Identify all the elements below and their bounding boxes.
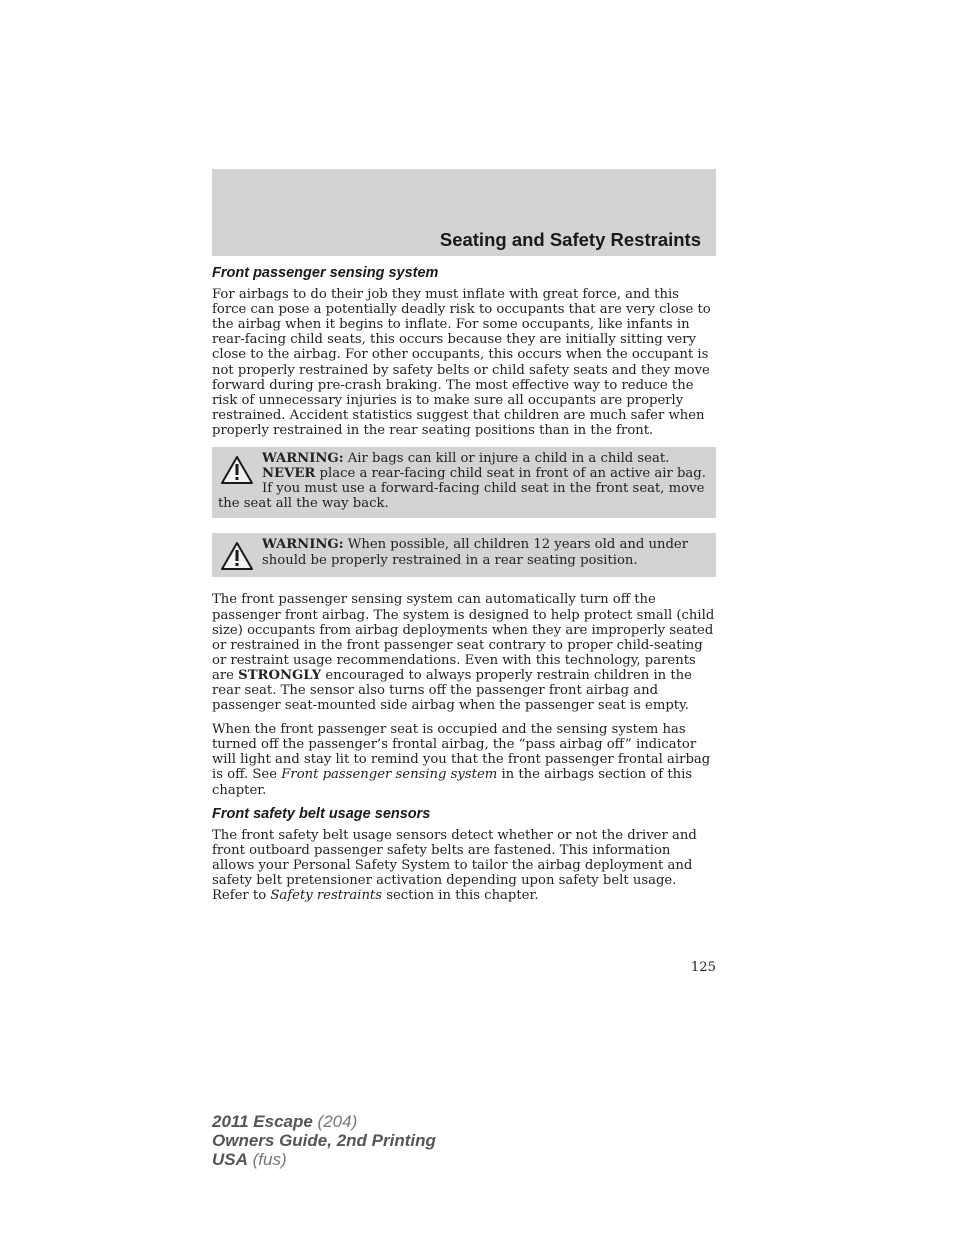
footer-region: USA	[212, 1150, 248, 1169]
warning-box-child-seat	[212, 447, 716, 518]
footer-region-code: (fus)	[247, 1150, 287, 1169]
warning-text-part: place a rear-facing child seat in front of an active air bag. If you must use a forward-facing child seat in the front seat, move the seat all the way back.	[218, 466, 706, 512]
warning-triangle-icon	[220, 541, 254, 571]
warning-label: WARNING:	[262, 537, 344, 553]
warning-triangle-icon	[220, 455, 254, 485]
section-heading-belt-sensors: Front safety belt usage sensors	[212, 805, 431, 822]
text-part: section in this chapter.	[382, 888, 539, 904]
paragraph-system-description	[212, 592, 716, 713]
page-content	[212, 266, 716, 912]
text-part: When the front passenger seat is occupied and the sensing system has turned off the passenger’s frontal airbag, the “pass airbag off” indicator will light and stay lit to remind you that the front passenger frontal airbag is off. See	[212, 722, 711, 783]
paragraph-indicator	[212, 722, 716, 797]
warning-box-children-rear	[212, 533, 716, 577]
cross-reference: Safety restraints	[270, 888, 383, 904]
section-heading-passenger-sensing: Front passenger sensing system	[212, 265, 439, 281]
chapter-header	[212, 169, 716, 256]
warning-text-part: When possible, all children 12 years old and under should be properly restrained in a rear seating position.	[262, 537, 688, 568]
footer-line-model	[212, 1112, 436, 1131]
paragraph-intro: For airbags to do their job they must inflate with great force, and this force can pose a potentially deadly risk to occupants that are very close to the airbag when it begins to inflate. For some occupants, like infants in rear-facing child seats, this occurs because they are initially sitting very close to the airbag. For other occupants, this occurs when the occupant is not properly restrained by safety belts or child safety seats and they move forward during pre-crash braking. The most effective way to reduce the risk of unnecessary injuries is to make sure all occupants are properly restrained. Accident statistics suggest that children are much safer when properly restrained in the rear seating positions than in the front.	[212, 287, 711, 438]
page-number: 125	[690, 960, 716, 975]
warning-text-child-seat	[218, 451, 706, 511]
footer-model-code: (204)	[312, 1112, 358, 1131]
cross-reference: Front passenger sensing system	[281, 767, 498, 783]
footer-model: 2011 Escape	[212, 1112, 313, 1131]
warning-label: WARNING:	[262, 451, 344, 467]
footer-line-guide: Owners Guide, 2nd Printing	[212, 1131, 436, 1150]
never-emphasis: NEVER	[262, 466, 316, 482]
warning-text-part: Air bags can kill or injure a child in a child seat.	[343, 451, 670, 467]
footer-edition-info	[212, 1112, 436, 1169]
text-part: The front passenger sensing system can automatically turn off the passenger front airbag. The system is designed to help protect small (child size) occupants from airbag deployments when they are improperly seated or restrained in the front passenger seat contrary to proper child-seating or restraint usage recommendations. Even with this technology, parents are	[212, 592, 715, 683]
text-part: encouraged to always properly restrain children in the rear seat. The sensor also turns off the passenger front airbag and passenger seat-mounted side airbag when the passenger seat is empty.	[212, 667, 692, 714]
chapter-title: Seating and Safety Restraints	[439, 229, 701, 250]
paragraph-belt-sensors	[212, 828, 716, 903]
warning-text-children-rear	[218, 537, 706, 567]
text-part: The front safety belt usage sensors detect whether or not the driver and front outboard passenger safety belts are fastened. This information allows your Personal Safety System to tailor the airbag deployment and safety belt pretensioner activation depending upon safety belt usage. Refer to	[212, 827, 697, 904]
text-part: in the airbags section of this chapter.	[212, 767, 693, 798]
strongly-emphasis: STRONGLY	[238, 667, 322, 683]
footer-line-region	[212, 1150, 436, 1169]
